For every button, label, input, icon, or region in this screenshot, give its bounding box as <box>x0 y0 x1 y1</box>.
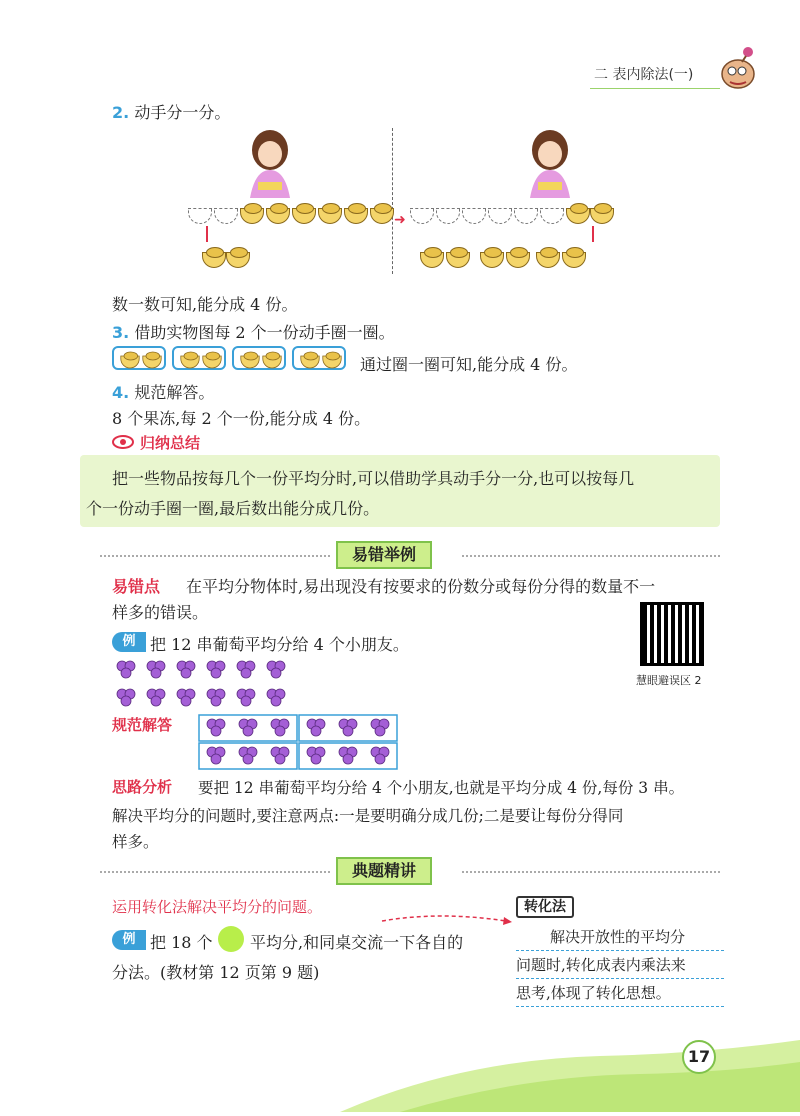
jelly-bowl <box>202 252 226 268</box>
jelly-bowl <box>446 252 470 268</box>
empty-bowl <box>540 208 564 224</box>
answer-4: 8 个果冻,每 2 个一份,能分成 4 份。 <box>112 409 371 428</box>
analysis-line-3: 样多。 <box>112 833 159 851</box>
note-rule <box>516 978 724 979</box>
division-illustration <box>180 128 610 274</box>
method-tag: 转化法 <box>516 896 574 918</box>
jelly-bowl <box>562 252 586 268</box>
summary-line-1: 把一些物品按每几个一份平均分时,可以借助学具动手分一分,也可以按每几 <box>112 469 635 488</box>
example-2-text-a: 把 18 个 <box>150 933 213 952</box>
section-title-errors: 易错举例 <box>336 541 432 569</box>
footer-wave <box>340 1020 800 1112</box>
empty-bowl <box>436 208 460 224</box>
right-arrow-icon: ➜ <box>394 212 406 228</box>
jelly-bowl <box>266 208 290 224</box>
jelly-bowl <box>226 252 250 268</box>
standard-answer-label: 规范解答 <box>112 716 173 734</box>
example-2-text-b: 平均分,和同桌交流一下各自的 <box>250 933 464 952</box>
grape-grid <box>112 656 312 712</box>
method-line-2: 问题时,转化成表内乘法来 <box>516 956 686 974</box>
eye-icon <box>112 434 134 448</box>
jelly-bowl <box>566 208 590 224</box>
method-line-1: 解决开放性的平均分 <box>550 928 686 946</box>
group-circle <box>232 346 286 370</box>
method-line-3: 思考,体现了转化思想。 <box>516 984 671 1002</box>
analysis-label: 思路分析 <box>112 778 173 796</box>
jelly-bowl <box>536 252 560 268</box>
error-line-1: 在平均分物体时,易出现没有按要求的份数分或每份分得的数量不一 <box>186 577 656 596</box>
jelly-bowl <box>344 208 368 224</box>
group-circle <box>112 346 166 370</box>
dotted-rule <box>462 555 720 557</box>
group-circle <box>172 346 226 370</box>
example-tag: 例 <box>112 632 146 652</box>
summary-line-2: 个一份动手圈一圈,最后数出能分成几份。 <box>86 499 380 518</box>
example-tag: 例 <box>112 930 146 950</box>
circled-groups <box>112 346 348 372</box>
jelly-bowl <box>292 208 316 224</box>
dotted-rule <box>100 555 330 557</box>
grape-grouped-answer <box>198 714 398 770</box>
divider-line <box>392 128 393 274</box>
girl-figure-left <box>235 128 305 208</box>
empty-bowl <box>462 208 486 224</box>
dashed-arrow-icon <box>380 912 516 926</box>
analysis-line-1: 要把 12 串葡萄平均分给 4 个小朋友,也就是平均分成 4 份,每份 3 串。 <box>198 779 685 797</box>
item-3: 3. 借助实物图每 2 个一份动手圈一圈。 <box>112 323 395 342</box>
conclusion-text: 数一数可知,能分成 4 份。 <box>112 295 298 314</box>
error-label: 易错点 <box>112 577 161 596</box>
qr-code[interactable] <box>640 602 704 666</box>
analysis-line-2: 解决平均分的问题时,要注意两点:一是要明确分成几份;二是要让每份分得同 <box>112 807 624 825</box>
empty-bowl <box>188 208 212 224</box>
example-2-line-2: 分法。(教材第 12 页第 9 题) <box>112 963 320 982</box>
summary-title: 归纳总结 <box>140 434 201 452</box>
empty-bowl <box>410 208 434 224</box>
jelly-bowl <box>370 208 394 224</box>
green-circle-icon <box>218 926 244 952</box>
chapter-header: 二 表内除法(一) <box>594 67 694 83</box>
jelly-bowl <box>506 252 530 268</box>
girl-figure-right <box>515 128 585 208</box>
note-rule <box>516 950 724 951</box>
note-rule <box>516 1006 724 1007</box>
dotted-rule <box>462 871 720 873</box>
jelly-bowl <box>240 208 264 224</box>
jelly-bowl <box>420 252 444 268</box>
header-rule <box>590 88 720 89</box>
qr-caption: 慧眼避误区 2 <box>636 674 702 687</box>
jelly-bowl <box>590 208 614 224</box>
method-heading: 运用转化法解决平均分的问题。 <box>112 898 323 916</box>
jelly-bowl <box>318 208 342 224</box>
page-number: 17 <box>682 1040 716 1074</box>
mascot-icon <box>718 44 758 90</box>
down-arrow-icon <box>592 226 594 242</box>
item-4: 4. 规范解答。 <box>112 383 215 402</box>
empty-bowl <box>514 208 538 224</box>
empty-bowl <box>488 208 512 224</box>
group-circle <box>292 346 346 370</box>
jelly-bowl <box>480 252 504 268</box>
dotted-rule <box>100 871 330 873</box>
section-title-examples: 典题精讲 <box>336 857 432 885</box>
item-2: 2. 动手分一分。 <box>112 103 231 122</box>
empty-bowl <box>214 208 238 224</box>
circle-conclusion: 通过圈一圈可知,能分成 4 份。 <box>360 355 578 374</box>
example-1-text: 把 12 串葡萄平均分给 4 个小朋友。 <box>150 635 409 654</box>
error-line-2: 样多的错误。 <box>112 603 209 622</box>
down-arrow-icon <box>206 226 208 242</box>
